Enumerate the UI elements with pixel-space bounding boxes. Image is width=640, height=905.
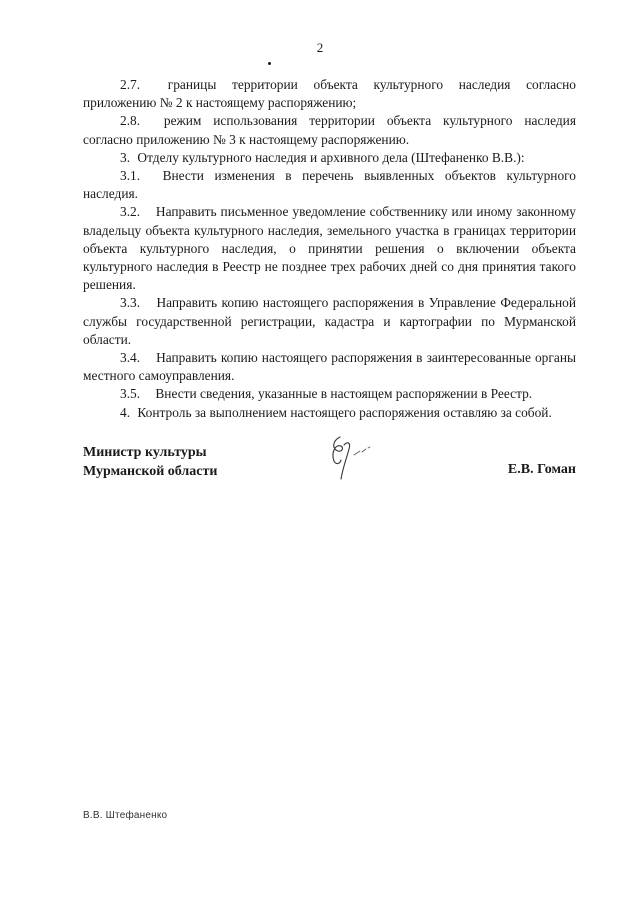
paragraph-number: 3. [120, 149, 131, 165]
paragraph-3 [83, 149, 576, 167]
paragraph-3-4 [83, 349, 576, 385]
paragraph-3-1 [83, 167, 576, 203]
paragraph-number: 3.3. [120, 295, 141, 311]
document-body [83, 76, 576, 422]
paragraph-3-5 [83, 385, 576, 403]
executor-name: В.В. Штефаненко [83, 810, 168, 821]
handwritten-signature [326, 431, 386, 487]
paragraph-4 [83, 404, 576, 422]
paragraph-text: Контроль за выполнением настоящего распоряжения оставляю за собой. [137, 404, 552, 420]
paragraph-text: Направить письменное уведомление собственнику или иному законному владельцу объекта культурного наследия, земельного участка в границах территории объекта культурного наследия, о принятии решения о включении объекта культурного наследия в Реестр не позднее трех рабочих дней со дня принятия такого решения. [83, 204, 576, 293]
paragraph-text: Направить копию настоящего распоряжения в Управление Федеральной службы государственной регистрации, кадастра и картографии по Мурманской области. [83, 295, 576, 347]
minister-title-line1: Министр культуры [83, 445, 207, 460]
signature-block [83, 443, 576, 493]
paragraph-number: 2.8. [120, 113, 141, 129]
paragraph-text: Отделу культурного наследия и архивного дела (Штефаненко В.В.): [137, 149, 525, 165]
minister-name: Е.В. Гоман [507, 462, 576, 477]
paragraph-number: 3.1. [120, 168, 141, 184]
paragraph-number: 4. [120, 404, 131, 420]
paragraph-text: границы территории объекта культурного наследия согласно приложению № 2 к настоящему распоряжению; [83, 77, 576, 111]
minister-title [83, 443, 217, 481]
minister-title-line2: Мурманской области [83, 464, 218, 479]
paragraph-text: Направить копию настоящего распоряжения в заинтересованные органы местного самоуправления. [83, 350, 576, 384]
paragraph-number: 3.2. [120, 204, 141, 220]
dot-mark [268, 62, 271, 65]
paragraph-number: 2.7. [120, 77, 141, 92]
paragraph-2-8 [83, 112, 576, 148]
paragraph-3-2 [83, 203, 576, 294]
paragraph-number: 3.4. [120, 350, 141, 366]
page-number: 2 [316, 40, 324, 55]
paragraph-text: режим использования территории объекта культурного наследия согласно приложению № 3 к настоящему распоряжению. [83, 113, 576, 147]
paragraph-2-7 [83, 76, 576, 112]
paragraph-text: Внести изменения в перечень выявленных объектов культурного наследия. [83, 168, 576, 202]
paragraph-3-3 [83, 294, 576, 349]
paragraph-text: Внести сведения, указанные в настоящем распоряжении в Реестр. [155, 386, 533, 402]
paragraph-number: 3.5. [120, 386, 141, 402]
